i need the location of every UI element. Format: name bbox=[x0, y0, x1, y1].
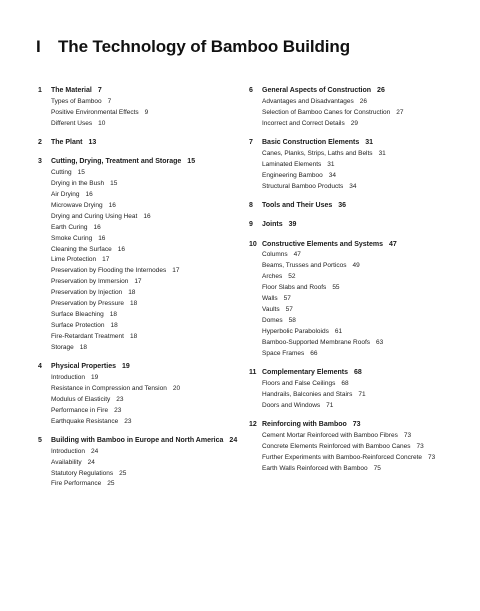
entry-title: Engineering Bamboo bbox=[262, 171, 323, 179]
chapter-heading bbox=[38, 436, 238, 447]
toc-entry bbox=[38, 277, 238, 288]
entry-title: Earth Walls Reinforced with Bamboo bbox=[262, 464, 368, 472]
entry-title: Preservation by Immersion bbox=[51, 278, 129, 286]
toc-chapter bbox=[249, 86, 474, 130]
toc-entry bbox=[38, 332, 238, 343]
toc-entry bbox=[249, 327, 474, 338]
entry-page-number: 34 bbox=[349, 182, 357, 190]
chapter-title: Physical Properties bbox=[51, 363, 116, 371]
entry-page-number: 29 bbox=[350, 119, 358, 127]
entry-page-number: 18 bbox=[129, 332, 138, 340]
chapter-heading bbox=[38, 86, 238, 97]
entry-page-number: 17 bbox=[134, 278, 142, 286]
toc-entry bbox=[249, 401, 474, 412]
toc-entry bbox=[249, 97, 474, 108]
toc-entry bbox=[38, 234, 238, 245]
toc-entry bbox=[38, 469, 238, 480]
entry-page-number: 16 bbox=[85, 191, 93, 199]
entry-title: Introduction bbox=[51, 373, 85, 381]
entry-title: Air Drying bbox=[51, 191, 80, 199]
toc-chapter bbox=[249, 420, 474, 475]
toc-entry bbox=[38, 97, 238, 108]
entry-page-number: 18 bbox=[109, 311, 117, 318]
entry-title: Storage bbox=[51, 343, 74, 351]
entry-title: Floor Slabs and Roofs bbox=[262, 284, 327, 292]
entry-page-number: 73 bbox=[416, 442, 424, 450]
chapter-title: Complementary Elements bbox=[262, 368, 348, 376]
entry-page-number: 31 bbox=[327, 160, 335, 168]
entry-page-number: 27 bbox=[396, 108, 404, 116]
toc-entry bbox=[249, 431, 474, 442]
toc-chapter bbox=[38, 362, 238, 427]
entry-page-number: 73 bbox=[428, 453, 436, 461]
entry-page-number: 16 bbox=[98, 234, 106, 242]
entry-title: Fire-Retardant Treatment bbox=[51, 332, 124, 340]
entry-page-number: 61 bbox=[334, 327, 343, 335]
part-title: The Technology of Bamboo Building bbox=[58, 37, 350, 56]
chapter-number: 11 bbox=[249, 368, 257, 376]
entry-page-number: 15 bbox=[110, 180, 118, 188]
toc-entry bbox=[38, 168, 238, 179]
toc-entry bbox=[38, 245, 238, 256]
toc-entry bbox=[38, 288, 238, 299]
entry-title: Drying and Curing Using Heat bbox=[51, 212, 138, 220]
chapter-page-number: 13 bbox=[88, 139, 97, 147]
entry-page-number: 23 bbox=[114, 406, 122, 414]
chapter-heading bbox=[249, 220, 474, 231]
chapter-number: 7 bbox=[249, 139, 253, 147]
toc-entry bbox=[38, 343, 238, 354]
chapter-page-number: 31 bbox=[365, 139, 374, 147]
entry-title: Statutory Regulations bbox=[51, 469, 114, 477]
entry-title: Fire Performance bbox=[51, 480, 102, 488]
entry-title: Availability bbox=[51, 458, 82, 466]
entry-title: Drying in the Bush bbox=[51, 180, 105, 188]
entry-title: Canes, Planks, Strips, Laths and Belts bbox=[262, 149, 373, 157]
toc-entry bbox=[38, 201, 238, 212]
entry-title: Introduction bbox=[51, 447, 85, 455]
chapter-page-number: 73 bbox=[352, 420, 361, 428]
toc-entry bbox=[249, 390, 474, 401]
chapter-page-number: 68 bbox=[353, 368, 362, 376]
entry-page-number: 10 bbox=[98, 119, 106, 127]
entry-page-number: 19 bbox=[90, 373, 99, 381]
toc-entry bbox=[249, 349, 474, 360]
toc-entry bbox=[249, 160, 474, 171]
toc-chapter bbox=[249, 368, 474, 412]
entry-title: Advantages and Disadvantages bbox=[262, 97, 354, 105]
chapter-number: 2 bbox=[38, 139, 42, 147]
toc-entry bbox=[249, 108, 474, 119]
toc-entry bbox=[249, 379, 474, 390]
chapter-number: 4 bbox=[38, 363, 42, 371]
entry-page-number: 18 bbox=[79, 343, 88, 351]
entry-title: Cutting bbox=[51, 169, 72, 177]
entry-title: Cement Mortar Reinforced with Bamboo Fibres bbox=[262, 431, 398, 439]
toc-entry bbox=[249, 272, 474, 283]
toc-entry bbox=[38, 417, 238, 428]
entry-page-number: 15 bbox=[77, 169, 85, 177]
entry-title: Incorrect and Correct Details bbox=[262, 119, 345, 127]
toc-entry bbox=[38, 458, 238, 469]
toc-entry bbox=[249, 294, 474, 305]
entry-page-number: 57 bbox=[283, 295, 291, 303]
entry-page-number: 17 bbox=[102, 256, 110, 264]
entry-title: Positive Environmental Effects bbox=[51, 108, 139, 116]
entry-title: Doors and Windows bbox=[262, 401, 321, 409]
toc-entry bbox=[38, 108, 238, 119]
toc-entry bbox=[38, 447, 238, 458]
toc-entry bbox=[38, 212, 238, 223]
entry-title: Domes bbox=[262, 316, 283, 324]
toc-entry bbox=[38, 395, 238, 406]
entry-page-number: 23 bbox=[124, 417, 132, 425]
chapter-number: 3 bbox=[38, 158, 42, 166]
entry-title: Further Experiments with Bamboo-Reinforced Concrete bbox=[262, 453, 423, 461]
entry-page-number: 25 bbox=[119, 469, 127, 477]
chapter-heading bbox=[249, 86, 474, 97]
entry-title: Hyperbolic Paraboloids bbox=[262, 327, 329, 335]
toc-entry bbox=[249, 453, 474, 464]
toc-entry bbox=[249, 149, 474, 160]
chapter-page-number: 47 bbox=[389, 240, 397, 248]
toc-entry bbox=[38, 299, 238, 310]
entry-title: Walls bbox=[262, 295, 278, 303]
entry-title: Modulus of Elasticity bbox=[51, 395, 111, 403]
toc-entry bbox=[249, 464, 474, 475]
toc-entry bbox=[249, 171, 474, 182]
chapter-heading bbox=[38, 362, 238, 373]
entry-page-number: 66 bbox=[310, 349, 318, 357]
chapter-number: 9 bbox=[249, 221, 253, 229]
entry-page-number: 47 bbox=[293, 251, 301, 259]
entry-page-number: 63 bbox=[376, 338, 384, 346]
entry-page-number: 24 bbox=[87, 458, 95, 466]
entry-page-number: 58 bbox=[288, 316, 296, 324]
entry-title: Arches bbox=[262, 273, 283, 281]
toc-entry bbox=[38, 223, 238, 234]
entry-page-number: 73 bbox=[403, 431, 412, 439]
chapter-title: Joints bbox=[262, 221, 283, 229]
entry-page-number: 25 bbox=[107, 480, 115, 488]
entry-title: Types of Bamboo bbox=[51, 97, 102, 105]
toc-chapter bbox=[249, 240, 474, 360]
chapter-heading bbox=[249, 201, 474, 212]
entry-title: Resistance in Compression and Tension bbox=[51, 384, 167, 392]
chapter-number: 12 bbox=[249, 420, 257, 428]
entry-title: Microwave Drying bbox=[51, 201, 103, 209]
chapter-heading bbox=[249, 420, 474, 431]
entry-title: Surface Protection bbox=[51, 321, 105, 329]
toc-chapter bbox=[249, 138, 474, 193]
toc-entry bbox=[38, 255, 238, 266]
chapter-page-number: 36 bbox=[338, 201, 347, 209]
entry-title: Lime Protection bbox=[51, 256, 97, 264]
entry-page-number: 18 bbox=[110, 321, 118, 329]
entry-page-number: 31 bbox=[378, 149, 386, 157]
chapter-heading bbox=[249, 368, 474, 379]
toc-entry bbox=[38, 179, 238, 190]
chapter-page-number: 24 bbox=[229, 436, 238, 444]
entry-page-number: 68 bbox=[341, 379, 349, 387]
entry-title: Different Uses bbox=[51, 119, 93, 127]
toc-chapter bbox=[249, 201, 474, 212]
chapter-number: 10 bbox=[249, 240, 257, 248]
toc-entry bbox=[249, 261, 474, 272]
toc-chapter bbox=[249, 220, 474, 231]
chapter-page-number: 15 bbox=[187, 158, 196, 166]
toc-entry bbox=[38, 119, 238, 130]
toc-chapter bbox=[38, 436, 238, 491]
toc-chapter bbox=[38, 157, 238, 353]
entry-title: Cleaning the Surface bbox=[51, 245, 112, 253]
part-number: I bbox=[36, 37, 41, 56]
entry-title: Concrete Elements Reinforced with Bamboo Canes bbox=[262, 442, 411, 450]
toc-entry bbox=[249, 283, 474, 294]
toc-entry bbox=[249, 305, 474, 316]
chapter-title: Cutting, Drying, Treatment and Storage bbox=[51, 158, 182, 166]
page-title bbox=[36, 37, 350, 57]
chapter-title: Tools and Their Uses bbox=[262, 201, 333, 209]
entry-page-number: 16 bbox=[117, 245, 125, 253]
entry-title: Beams, Trusses and Porticos bbox=[262, 262, 347, 270]
toc-entry bbox=[38, 384, 238, 395]
entry-page-number: 71 bbox=[358, 390, 366, 398]
toc-entry bbox=[38, 266, 238, 277]
entry-title: Handrails, Balconies and Stairs bbox=[262, 390, 353, 398]
entry-title: Vaults bbox=[262, 305, 280, 313]
chapter-page-number: 26 bbox=[377, 87, 385, 94]
entry-page-number: 57 bbox=[285, 305, 293, 313]
entry-title: Selection of Bamboo Canes for Construction bbox=[262, 108, 391, 116]
entry-title: Laminated Elements bbox=[262, 160, 322, 168]
entry-title: Space Frames bbox=[262, 349, 305, 357]
entry-page-number: 20 bbox=[172, 384, 181, 392]
chapter-heading bbox=[38, 157, 238, 168]
toc-chapter bbox=[38, 86, 238, 130]
chapter-number: 1 bbox=[38, 87, 42, 94]
entry-page-number: 18 bbox=[128, 289, 136, 297]
chapter-title: Constructive Elements and Systems bbox=[262, 240, 383, 248]
chapter-heading bbox=[249, 138, 474, 149]
chapter-title: Building with Bamboo in Europe and North America bbox=[51, 436, 224, 444]
entry-title: Floors and False Ceilings bbox=[262, 379, 336, 387]
chapter-title: The Material bbox=[51, 87, 92, 94]
toc-entry bbox=[38, 479, 238, 490]
chapter-heading bbox=[249, 240, 474, 251]
entry-page-number: 49 bbox=[352, 262, 360, 270]
chapter-title: General Aspects of Construction bbox=[262, 87, 372, 94]
toc-entry bbox=[249, 182, 474, 193]
entry-page-number: 9 bbox=[144, 108, 149, 116]
entry-title: Earth Curing bbox=[51, 223, 88, 231]
entry-page-number: 52 bbox=[288, 273, 296, 281]
chapter-number: 6 bbox=[249, 87, 253, 94]
entry-title: Columns bbox=[262, 251, 288, 259]
entry-page-number: 23 bbox=[116, 395, 124, 403]
toc-entry bbox=[249, 119, 474, 130]
chapter-title: The Plant bbox=[51, 139, 83, 147]
entry-page-number: 18 bbox=[129, 300, 138, 308]
entry-page-number: 26 bbox=[359, 97, 368, 105]
entry-title: Preservation by Flooding the Internodes bbox=[51, 267, 167, 275]
entry-title: Structural Bamboo Products bbox=[262, 182, 344, 190]
toc-left-column bbox=[38, 86, 238, 499]
entry-page-number: 16 bbox=[143, 212, 151, 220]
chapter-number: 5 bbox=[38, 436, 42, 444]
chapter-page-number: 7 bbox=[97, 87, 102, 94]
chapter-page-number: 19 bbox=[121, 363, 130, 371]
entry-title: Surface Bleaching bbox=[51, 311, 104, 318]
toc-entry bbox=[38, 321, 238, 332]
entry-page-number: 34 bbox=[328, 171, 336, 179]
toc-entry bbox=[249, 442, 474, 453]
entry-page-number: 55 bbox=[332, 284, 340, 292]
toc-entry bbox=[38, 190, 238, 201]
toc-entry bbox=[38, 373, 238, 384]
toc-entry bbox=[38, 406, 238, 417]
entry-title: Preservation by Injection bbox=[51, 289, 123, 297]
entry-page-number: 7 bbox=[107, 97, 112, 105]
entry-title: Smoke Curing bbox=[51, 234, 93, 242]
toc-right-column bbox=[249, 86, 474, 483]
chapter-page-number: 39 bbox=[288, 221, 297, 229]
entry-page-number: 16 bbox=[93, 223, 101, 231]
chapter-number: 8 bbox=[249, 201, 253, 209]
entry-title: Performance in Fire bbox=[51, 406, 109, 414]
entry-page-number: 71 bbox=[326, 401, 334, 409]
entry-title: Bamboo-Supported Membrane Roofs bbox=[262, 338, 371, 346]
toc-entry bbox=[38, 310, 238, 321]
chapter-title: Basic Construction Elements bbox=[262, 139, 360, 147]
entry-title: Earthquake Resistance bbox=[51, 417, 119, 425]
toc-entry bbox=[249, 338, 474, 349]
entry-page-number: 17 bbox=[172, 267, 180, 275]
entry-page-number: 24 bbox=[90, 447, 99, 455]
entry-page-number: 16 bbox=[108, 201, 116, 209]
entry-page-number: 75 bbox=[373, 464, 381, 472]
chapter-heading bbox=[38, 138, 238, 149]
chapter-title: Reinforcing with Bamboo bbox=[262, 420, 347, 428]
toc-entry bbox=[249, 250, 474, 261]
entry-title: Preservation by Pressure bbox=[51, 300, 124, 308]
toc-chapter bbox=[38, 138, 238, 149]
toc-entry bbox=[249, 316, 474, 327]
